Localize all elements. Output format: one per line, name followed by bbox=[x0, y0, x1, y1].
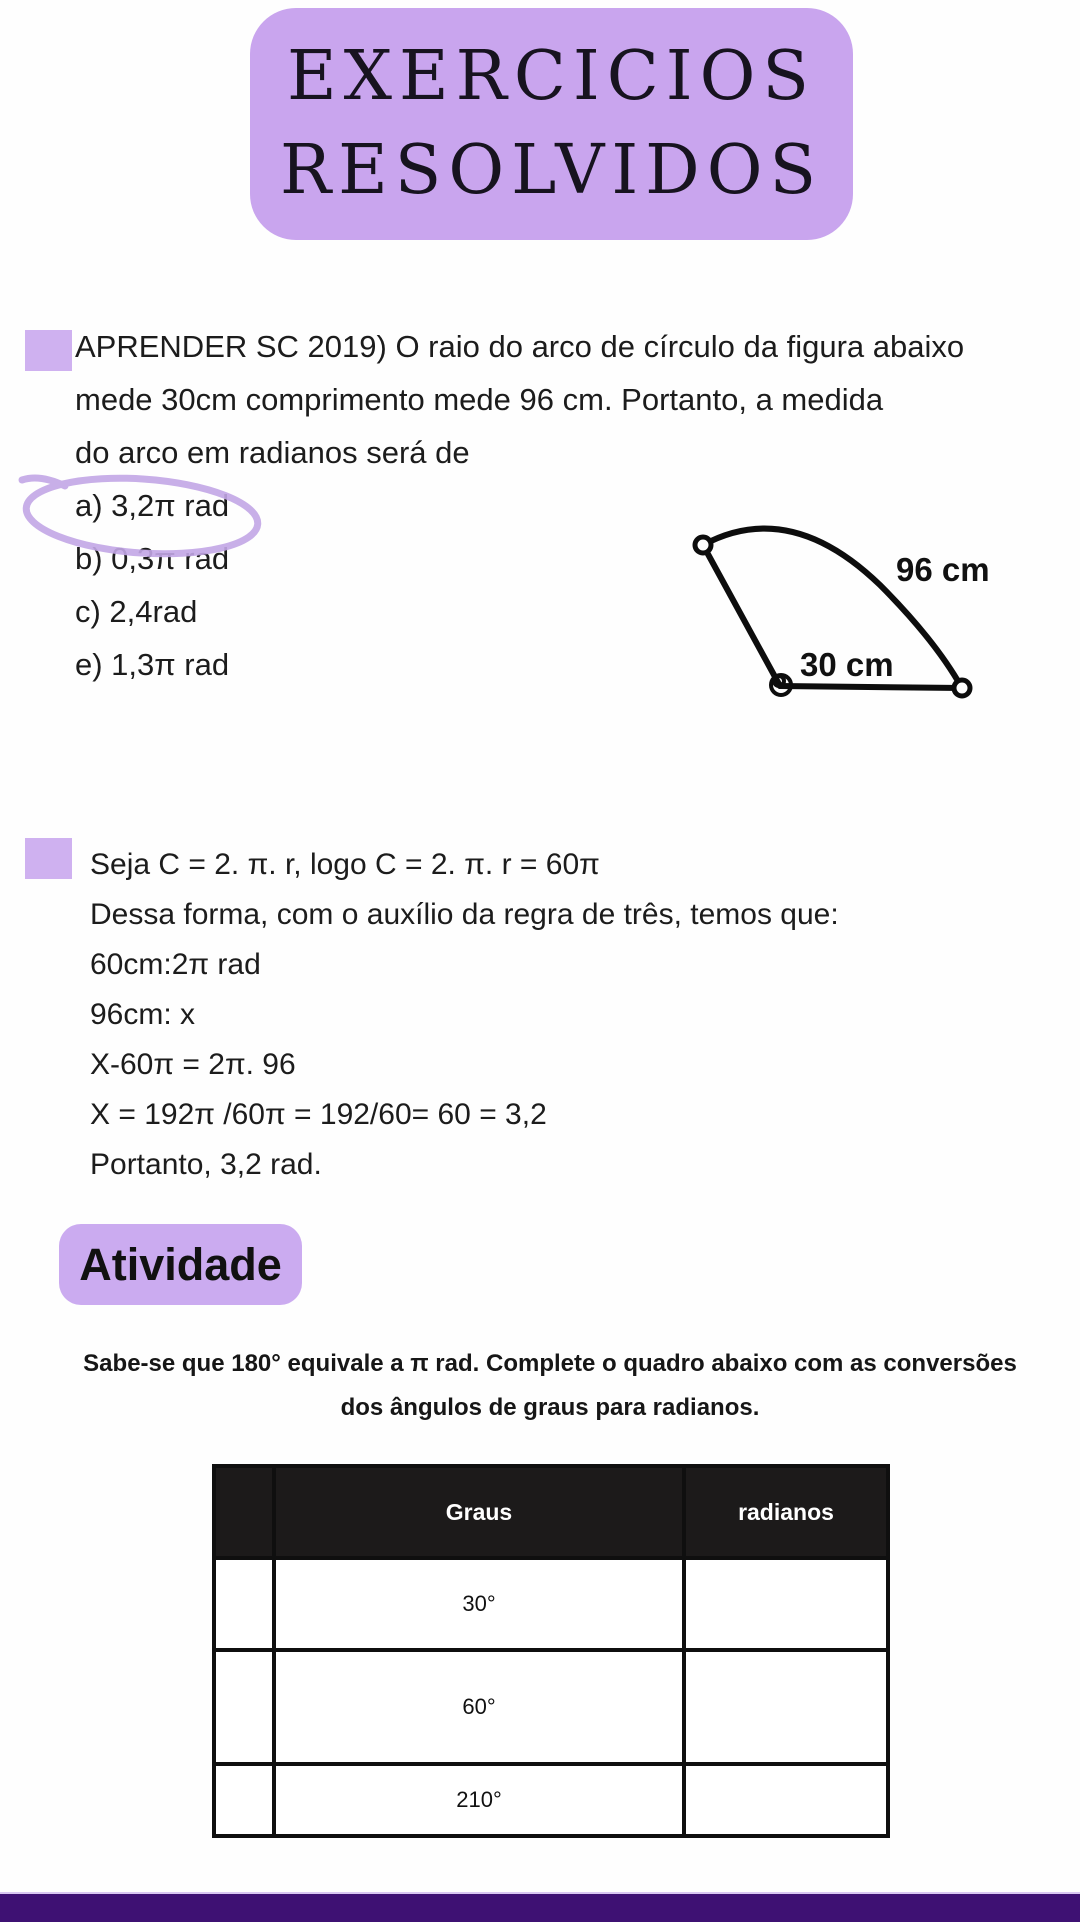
table-row bbox=[214, 1558, 888, 1650]
problem-line: mede 30cm comprimento mede 96 cm. Portanto, a medida bbox=[75, 382, 884, 417]
solution-line: Portanto, 3,2 rad. bbox=[90, 1148, 322, 1181]
option-e: e) 1,3π rad bbox=[75, 647, 230, 682]
page-title-line1: EXERCICIOS bbox=[286, 37, 816, 116]
header-cell-graus: Graus bbox=[274, 1466, 684, 1558]
option-b: b) 0,3π rad bbox=[75, 541, 230, 576]
radius-label: 30 cm bbox=[800, 646, 894, 683]
solution-steps bbox=[90, 840, 1050, 1190]
bullet-square-icon bbox=[25, 330, 72, 371]
bullet-square-icon bbox=[25, 838, 72, 879]
arc-length-label: 96 cm bbox=[896, 551, 990, 588]
title-banner bbox=[250, 8, 853, 240]
solution-line: 96cm: x bbox=[90, 998, 196, 1031]
activity-badge-label: Atividade bbox=[79, 1238, 282, 1290]
graus-cell: 30° bbox=[274, 1558, 684, 1650]
header-cell-radianos: radianos bbox=[684, 1466, 888, 1558]
row-cell-empty bbox=[214, 1764, 274, 1836]
row-cell-empty bbox=[214, 1558, 274, 1650]
table-row bbox=[214, 1650, 888, 1764]
row-cell-empty bbox=[214, 1650, 274, 1764]
problem-line: do arco em radianos será de bbox=[75, 435, 470, 470]
conversion-table bbox=[212, 1464, 890, 1838]
graus-cell: 210° bbox=[274, 1764, 684, 1836]
activity-badge bbox=[59, 1224, 302, 1305]
radianos-cell-empty bbox=[684, 1650, 888, 1764]
radius-line-bottom bbox=[780, 686, 962, 688]
radius-line-left bbox=[703, 545, 780, 686]
instruction-line: dos ângulos de graus para radianos. bbox=[340, 1394, 760, 1421]
table-header-row bbox=[214, 1466, 888, 1558]
option-c: c) 2,4rad bbox=[75, 594, 198, 629]
radianos-cell-empty bbox=[684, 1558, 888, 1650]
activity-instruction bbox=[10, 1342, 1080, 1430]
solution-line: X = 192π /60π = 192/60= 60 = 3,2 bbox=[90, 1098, 547, 1131]
header-cell-empty bbox=[214, 1466, 274, 1558]
arc-endpoint-top bbox=[695, 537, 711, 553]
option-a: a) 3,2π rad bbox=[75, 488, 230, 523]
arc-figure bbox=[640, 485, 1080, 730]
solution-line: 60cm:2π rad bbox=[90, 948, 261, 981]
arc-endpoint-right bbox=[954, 680, 970, 696]
graus-cell: 60° bbox=[274, 1650, 684, 1764]
problem-line: APRENDER SC 2019) O raio do arco de círculo da figura abaixo bbox=[75, 329, 965, 364]
footer-bar bbox=[0, 1892, 1080, 1922]
solution-line: Seja C = 2. π. r, logo C = 2. π. r = 60π bbox=[90, 848, 600, 881]
table-row bbox=[214, 1764, 888, 1836]
radianos-cell-empty bbox=[684, 1764, 888, 1836]
page-title bbox=[280, 30, 823, 218]
solution-line: X-60π = 2π. 96 bbox=[90, 1048, 296, 1081]
page-title-line2: RESOLVIDOS bbox=[279, 131, 824, 210]
solution-line: Dessa forma, com o auxílio da regra de três, temos que: bbox=[90, 898, 839, 931]
instruction-line: Sabe-se que 180° equivale a π rad. Complete o quadro abaixo com as conversões bbox=[83, 1350, 1017, 1377]
